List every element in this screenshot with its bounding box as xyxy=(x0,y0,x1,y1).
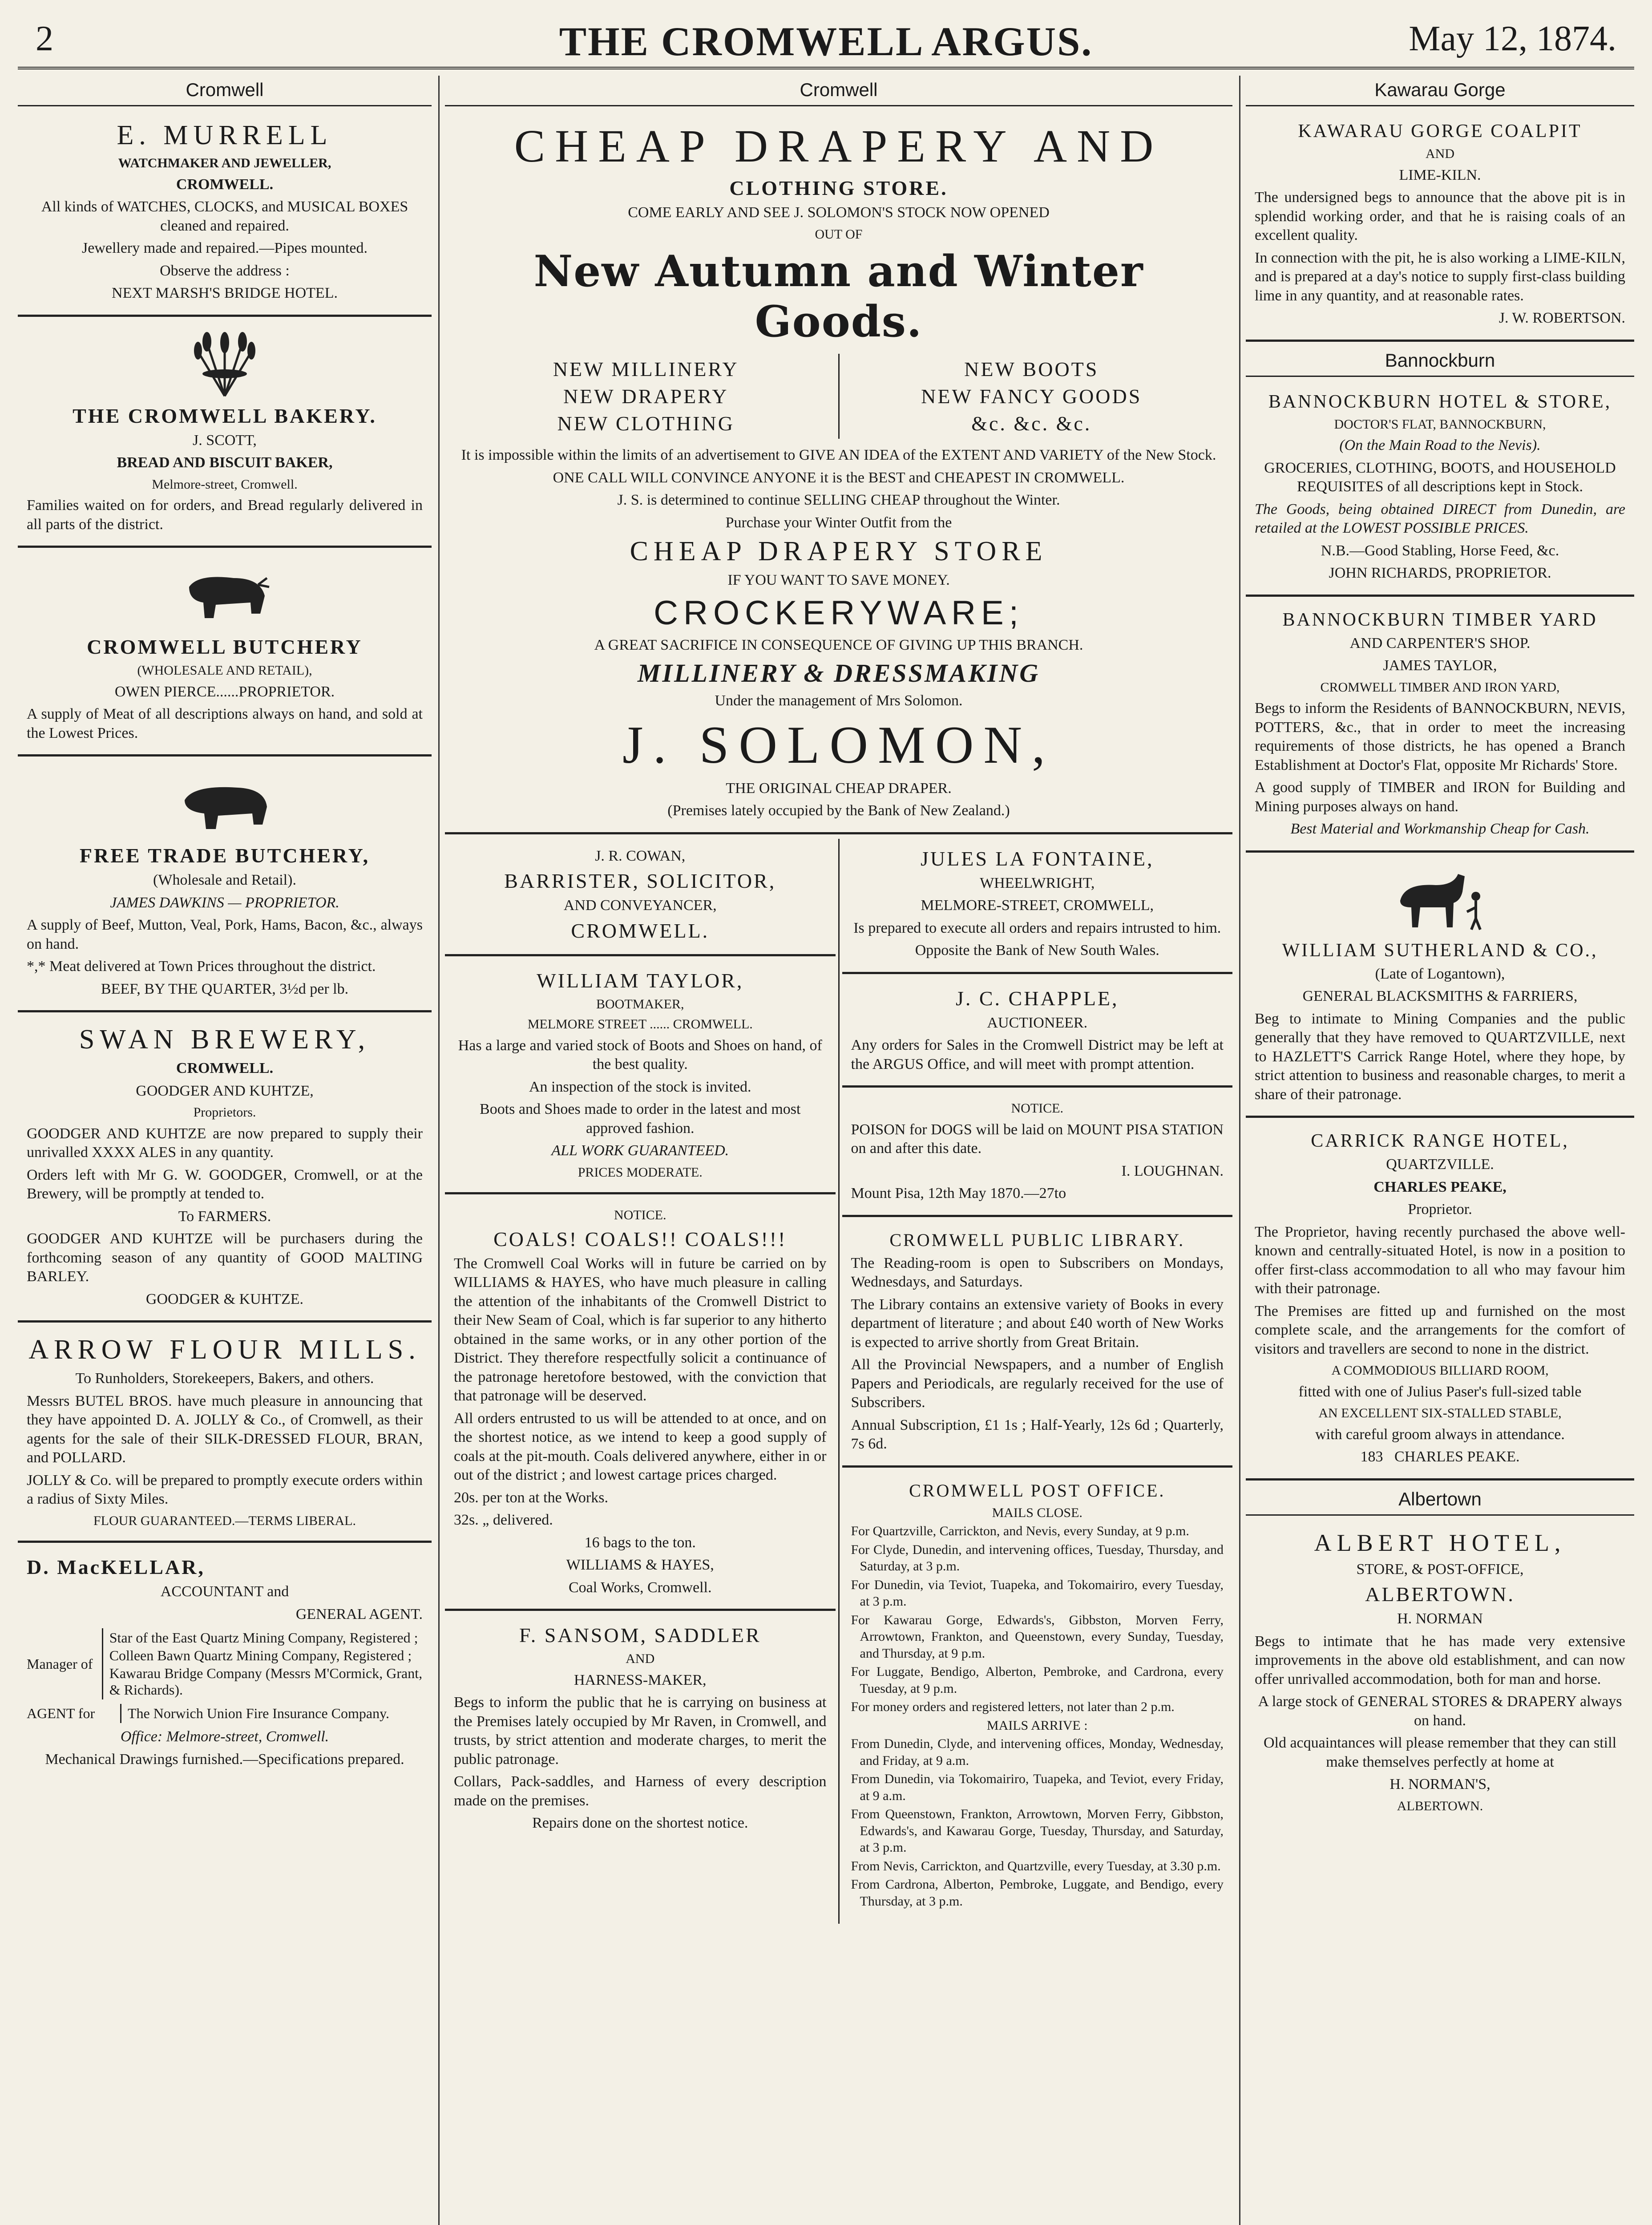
manager-block xyxy=(27,1628,423,1699)
ad-town: ALBERTOWN. xyxy=(1397,1798,1483,1813)
ad-body: All kinds of WATCHES, CLOCKS, and MUSICAL BOXES cleaned and repaired. xyxy=(41,198,408,234)
ad-coals xyxy=(445,1199,836,1611)
ad-title: JULES LA FONTAINE, xyxy=(921,847,1154,870)
ad-body: Beg to intimate to Mining Companies and the public generally that they have removed to QUARTZVILLE, next to HAZLETT'S Carrick Range Hotel, where they hope, by strict attention to business and reasonable charges, to merit a share of their patronage. xyxy=(1255,1010,1625,1103)
ad-notice: NOTICE. xyxy=(1011,1101,1063,1116)
ad-merchant-name: J. SOLOMON, xyxy=(622,715,1055,774)
ad-body: A good supply of TIMBER and IRON for Building and Mining purposes always on hand. xyxy=(1255,779,1625,815)
ad-body: The Premises are fitted up and furnished on the most complete scale, and the arrangements for the comfort of visitors and travellers are second to none in the district. xyxy=(1255,1303,1625,1357)
ad-footer: Best Material and Workmanship Cheap for Cash. xyxy=(1290,821,1590,837)
ad-address: Opposite the Bank of New South Wales. xyxy=(915,942,1159,959)
ad-owner: JAMES TAYLOR, xyxy=(1383,657,1497,674)
wheat-sheaf-icon xyxy=(171,329,278,400)
ad-body: The Goods, being obtained DIRECT from Dunedin, are retailed at the LOWEST POSSIBLE PRICES. xyxy=(1255,501,1625,536)
ad-mackellar xyxy=(18,1547,432,1780)
ad-body: Repairs done on the shortest notice. xyxy=(532,1815,748,1831)
ad-headline: MILLINERY & DRESSMAKING xyxy=(637,659,1040,688)
ox-icon xyxy=(171,560,278,631)
newspaper-title: THE CROMWELL ARGUS. xyxy=(559,19,1093,64)
masthead xyxy=(18,13,1634,69)
ad-owner: CHARLES PEAKE, xyxy=(1373,1178,1507,1195)
list-item: NEW MILLINERY xyxy=(553,358,739,380)
ad-body: A GREAT SACRIFICE IN CONSEQUENCE OF GIVING UP THIS BRANCH. xyxy=(594,636,1083,653)
ad-subtitle: AUCTIONEER. xyxy=(987,1014,1088,1031)
ad-body: Begs to inform the Residents of BANNOCKBURN, NEVIS, POTTERS, &c., that in order to meet the increasing requirements of those districts, he has opened a Branch Establishment at Doctor's Flat, opposite Mr Richards' Store. xyxy=(1255,700,1625,773)
ad-body: A large stock of GENERAL STORES & DRAPERY always on hand. xyxy=(1258,1693,1622,1729)
ad-address: DOCTOR'S FLAT, BANNOCKBURN, xyxy=(1334,417,1546,432)
ad-kawarau-coalpit xyxy=(1246,113,1634,342)
ad-body: An inspection of the stock is invited. xyxy=(529,1078,751,1095)
ad-body: The Proprietor, having recently purchased the above well-known and centrally-situated Hotel, is now in a position to offer first-class accommodation to all who may favour him with their patronage. xyxy=(1255,1223,1625,1297)
ad-address: MELMORE STREET ...... CROMWELL. xyxy=(527,1017,753,1032)
ad-owner: GOODGER AND KUHTZE, xyxy=(136,1082,314,1099)
list-item: Kawarau Bridge Company (Messrs M'Cormick, Grant, & Richards). xyxy=(109,1665,423,1698)
ad-body: The Library contains an extensive variety of Books in every department of literature ; and about £40 worth of New Works is expected to arrive shortly from Great Britain. xyxy=(851,1296,1224,1351)
list-item: NEW DRAPERY xyxy=(563,385,729,408)
list-item: Star of the East Quartz Mining Company, Registered ; xyxy=(109,1630,418,1646)
ad-body: fitted with one of Julius Paser's full-sized table xyxy=(1298,1383,1582,1400)
ad-body: Jewellery made and repaired.—Pipes mounted. xyxy=(81,240,368,256)
stock-list xyxy=(454,354,1224,439)
ad-body: Is prepared to execute all orders and repairs intrusted to him. xyxy=(853,919,1221,936)
ad-signature: JOHN RICHARDS, PROPRIETOR. xyxy=(1329,565,1551,581)
section-heading: Kawarau Gorge xyxy=(1246,76,1634,106)
section-heading: Cromwell xyxy=(445,76,1232,106)
column-center xyxy=(445,76,1232,2225)
ad-body: ALL WORK GUARANTEED. xyxy=(551,1142,729,1159)
ad-signature: WILLIAMS & HAYES, xyxy=(566,1557,714,1573)
ad-sansom xyxy=(445,1615,836,1845)
ad-body: JOLLY & Co. will be prepared to promptly execute orders within a radius of Sixty Miles. xyxy=(27,1472,423,1507)
ad-poison xyxy=(842,1092,1233,1217)
ad-subtitle: AND CONVEYANCER, xyxy=(563,897,717,914)
ad-body: Families waited on for orders, and Bread regularly delivered in all parts of the district. xyxy=(27,497,423,533)
ad-body: Old acquaintances will please remember that they can still make themselves perfectly at home at xyxy=(1263,1735,1617,1770)
ad-body: Boots and Shoes made to order in the latest and most approved fashion. xyxy=(480,1101,801,1137)
ad-title: J. C. CHAPPLE, xyxy=(955,987,1119,1010)
ad-subhead: MAILS CLOSE. xyxy=(992,1505,1082,1520)
ad-subtitle: AND CARPENTER'S SHOP. xyxy=(1349,635,1531,651)
ad-subtitle: GENERAL BLACKSMITHS & FARRIERS, xyxy=(1302,988,1578,1004)
ad-body: Observe the address : xyxy=(160,262,290,279)
column-rule xyxy=(1239,76,1240,2225)
ad-bannockburn-hotel xyxy=(1246,383,1634,597)
ad-william-taylor xyxy=(445,961,836,1195)
ad-address: Melmore-street, Cromwell. xyxy=(152,477,298,492)
list-item: Colleen Bawn Quartz Mining Company, Registered ; xyxy=(109,1647,412,1663)
ad-address: NEXT MARSH'S BRIDGE HOTEL. xyxy=(112,285,338,301)
ad-title: FREE TRADE BUTCHERY, xyxy=(79,844,370,867)
ad-price: 20s. per ton at the Works. xyxy=(454,1489,608,1506)
ad-swan-brewery xyxy=(18,1017,432,1323)
ad-town: ALBERTOWN. xyxy=(1365,1583,1515,1606)
ad-cromwell-butchery xyxy=(18,552,432,756)
ad-chapple xyxy=(842,979,1233,1088)
ad-title: ARROW FLOUR MILLS. xyxy=(28,1335,421,1365)
bull-icon xyxy=(171,769,278,840)
ad-body: COME EARLY AND SEE J. SOLOMON'S STOCK NOW OPENED xyxy=(628,204,1050,221)
ad-body: A COMMODIOUS BILLIARD ROOM, xyxy=(1331,1363,1549,1378)
ad-subtitle: CROMWELL TIMBER AND IRON YARD, xyxy=(1320,680,1560,695)
list-item: For Kawarau Gorge, Edwards's, Gibbston, Morven Ferry, Arrowtown, Frankton, and Queenstown, every Sunday, Tuesday, and Thursday, at 9 p.m. xyxy=(851,1612,1224,1661)
ad-sutherland xyxy=(1246,857,1634,1118)
list-item: NEW FANCY GOODS xyxy=(921,385,1142,408)
list-item: From Cardrona, Alberton, Pembroke, Luggate, and Bendigo, every Thursday, at 3 p.m. xyxy=(851,1877,1224,1909)
ad-subtitle: HARNESS-MAKER, xyxy=(574,1671,707,1688)
section-heading: Albertown xyxy=(1246,1485,1634,1516)
ad-subtitle: AND xyxy=(1426,146,1454,161)
ad-title: THE CROMWELL BAKERY. xyxy=(73,404,377,427)
ad-subtitle: BREAD AND BISCUIT BAKER, xyxy=(117,454,333,471)
ad-headline: CHEAP DRAPERY STORE xyxy=(630,536,1048,566)
ad-signature: CHARLES PEAKE. xyxy=(1394,1448,1520,1465)
ad-signature: H. NORMAN'S, xyxy=(1389,1776,1490,1792)
ad-body: Begs to intimate that he has made very extensive improvements in the above old establishment, and can now offer unrivalled accommodation, both for man and horse. xyxy=(1255,1633,1625,1687)
ad-body: All orders entrusted to us will be attended to at once, and on the shortest notice, as we intend to keep a good supply of coals at the pit-mouth. Coals delivered anywhere, either in or out of the district ; and lowest cartage prices charged. xyxy=(454,1410,827,1483)
ad-town: CROMWELL. xyxy=(176,1060,274,1076)
ad-body: Annual Subscription, £1 1s ; Half-Yearly, 12s 6d ; Quarterly, 7s 6d. xyxy=(851,1416,1224,1452)
section-heading: Bannockburn xyxy=(1246,346,1634,377)
ad-footer: FLOUR GUARANTEED.—TERMS LIBERAL. xyxy=(93,1513,356,1528)
manager-list xyxy=(102,1628,423,1699)
list-item: NEW BOOTS xyxy=(964,358,1099,380)
ad-solomon xyxy=(445,113,1232,834)
ad-body: J. S. is determined to continue SELLING CHEAP throughout the Winter. xyxy=(617,492,1060,508)
ad-subtitle: GENERAL AGENT. xyxy=(295,1606,423,1622)
ad-subtitle: To Runholders, Storekeepers, Bakers, and others. xyxy=(75,1370,374,1387)
list-item: For Quartzville, Carrickton, and Nevis, every Sunday, at 9 p.m. xyxy=(851,1524,1189,1538)
ad-library xyxy=(842,1222,1233,1468)
list-item: &c. &c. &c. xyxy=(971,412,1092,435)
ad-murrell xyxy=(18,113,432,317)
ad-body: GOODGER AND KUHTZE will be purchasers during the forthcoming season of any quantity of GOOD MALTING BARLEY. xyxy=(27,1230,423,1285)
ad-body: N.B.—Good Stabling, Horse Feed, &c. xyxy=(1321,542,1559,559)
ad-number: 183 xyxy=(1360,1448,1383,1465)
ad-bannockburn-timber xyxy=(1246,601,1634,853)
ad-subtitle: AND xyxy=(626,1651,655,1666)
ad-town: CROMWELL. xyxy=(571,919,710,942)
ad-title: ALBERT HOTEL, xyxy=(1314,1529,1566,1556)
ad-body: Purchase your Winter Outfit from the xyxy=(725,514,952,531)
ad-body: A supply of Beef, Mutton, Veal, Pork, Hams, Bacon, &c., always on hand. xyxy=(27,917,423,952)
ad-body: Begs to inform the public that he is carrying on business at the Premises lately occupied by Mr Raven, in Cromwell, and trusts, by strict attention and moderate charges, to merit the public patronage. xyxy=(454,1694,827,1768)
ad-body: GROCERIES, CLOTHING, BOOTS, and HOUSEHOLD REQUISITES of all descriptions kept in Stock. xyxy=(1264,459,1616,495)
ad-headline: New Autumn and Winter Goods. xyxy=(533,246,1144,347)
ad-title: WILLIAM TAYLOR, xyxy=(537,969,744,992)
list-item: From Nevis, Carrickton, and Quartzville, every Tuesday, at 3.30 p.m. xyxy=(851,1858,1221,1873)
ad-body: The undersigned begs to announce that the above pit is in splendid working order, and that he is raising coals of an excellent quality. xyxy=(1255,189,1625,243)
ad-body: Collars, Pack-saddles, and Harness of every description made on the premises. xyxy=(454,1773,827,1809)
ad-title: D. MacKELLAR, xyxy=(27,1556,205,1578)
ad-post-office xyxy=(842,1472,1233,1920)
ad-subtitle: Proprietors. xyxy=(193,1105,256,1120)
ad-title: CHEAP DRAPERY AND xyxy=(514,121,1163,172)
ad-subtitle: Proprietor. xyxy=(1408,1201,1472,1218)
ad-body: POISON for DOGS will be laid on MOUNT PISA STATION on and after this date. xyxy=(851,1121,1224,1157)
ad-la-fontaine xyxy=(842,839,1233,974)
ad-albert-hotel xyxy=(1246,1522,1634,1826)
section-heading: Cromwell xyxy=(18,76,432,106)
ad-signature: J. W. ROBERTSON. xyxy=(1499,310,1625,326)
ad-title: CARRICK RANGE HOTEL, xyxy=(1311,1131,1569,1151)
list-item: From Dunedin, Clyde, and intervening offices, Monday, Wednesday, and Friday, at 9 a.m. xyxy=(851,1736,1224,1768)
ad-footer: PRICES MODERATE. xyxy=(578,1165,703,1180)
ad-title: WILLIAM SUTHERLAND & CO., xyxy=(1282,940,1598,961)
column-left xyxy=(18,76,432,2225)
ad-headline: CROCKERYWARE; xyxy=(654,594,1024,632)
ad-bakery xyxy=(18,321,432,548)
page-number: 2 xyxy=(36,19,53,58)
ad-owner: J. SCOTT, xyxy=(193,432,257,449)
ad-arrow-flour-mills xyxy=(18,1327,432,1543)
list-item: For Clyde, Dunedin, and intervening offices, Tuesday, Thursday, and Saturday, at 3 p.m. xyxy=(851,1542,1224,1574)
ad-title: E. MURRELL xyxy=(117,120,333,150)
ad-town: QUARTZVILLE. xyxy=(1386,1156,1494,1173)
ad-title: BANNOCKBURN HOTEL & STORE, xyxy=(1268,391,1612,412)
agent-block xyxy=(27,1704,423,1723)
ad-owner: JAMES DAWKINS — PROPRIETOR. xyxy=(110,894,339,911)
ad-body: OUT OF xyxy=(815,227,863,242)
agent-label: AGENT for xyxy=(27,1705,95,1721)
ad-body: In connection with the pit, he is also working a LIME-KILN, and is prepared at a day's notice to supply first-class building lime in any quantity, and at reasonable rates. xyxy=(1255,249,1625,304)
ad-title: CROMWELL BUTCHERY xyxy=(87,635,363,658)
ad-subtitle: STORE, & POST-OFFICE, xyxy=(1356,1561,1524,1578)
ad-body: GOODGER AND KUHTZE are now prepared to supply their unrivalled XXXX ALES in any quantity. xyxy=(27,1125,423,1161)
ad-title: F. SANSOM, SADDLER xyxy=(519,1624,761,1646)
ad-subtitle: BOOTMAKER, xyxy=(596,996,684,1011)
ad-body: IF YOU WANT TO SAVE MONEY. xyxy=(727,572,950,588)
newspaper-page xyxy=(18,13,1634,2225)
column-right xyxy=(1246,76,1634,2225)
ad-body: The Cromwell Coal Works will in future be carried on by WILLIAMS & HAYES, who have much pleasure in calling the attention of the inhabitants of the Cromwell District to their New Seam of Coal, which is far superior to any hitherto obtained in the same works, or in any other portion of the District. They therefore respectfully solicit a continuance of the patronage heretofore bestowed, with the conviction that that patronage will be deserved. xyxy=(454,1255,827,1404)
ad-price: 32s. „ delivered. xyxy=(454,1512,553,1528)
ad-body: It is impossible within the limits of an advertisement to GIVE AN IDEA of the EXTENT AND VARIETY of the New Stock. xyxy=(461,447,1216,463)
ad-body: Any orders for Sales in the Cromwell District may be left at the ARGUS Office, and will meet with prompt attention. xyxy=(851,1037,1224,1072)
ad-body: ONE CALL WILL CONVINCE ANYONE it is the BEST and CHEAPEST IN CROMWELL. xyxy=(553,469,1125,486)
ad-subtitle: (Late of Logantown), xyxy=(1375,965,1505,982)
list-item: For Luggate, Bendigo, Alberton, Pembroke, and Cardrona, every Tuesday, at 9 p.m. xyxy=(851,1664,1224,1696)
horse-and-farrier-icon xyxy=(1387,865,1494,936)
ad-body: (Premises lately occupied by the Bank of New Zealand.) xyxy=(667,802,1010,819)
ad-body: 16 bags to the ton. xyxy=(584,1534,696,1551)
ad-address: MELMORE-STREET, CROMWELL, xyxy=(921,897,1154,914)
ad-title: CROMWELL POST OFFICE. xyxy=(909,1480,1166,1501)
manager-label: Manager of xyxy=(27,1655,93,1672)
ad-free-trade-butchery xyxy=(18,761,432,1012)
issue-date: May 12, 1874. xyxy=(1409,19,1616,58)
ad-footer: Coal Works, Cromwell. xyxy=(568,1579,712,1596)
ad-owner: J. R. COWAN, xyxy=(595,847,686,864)
list-item: For money orders and registered letters, not later than 2 p.m. xyxy=(851,1699,1175,1714)
ad-subtitle: (WHOLESALE AND RETAIL), xyxy=(137,663,312,678)
ad-address: Office: Melmore-street, Cromwell. xyxy=(120,1728,329,1745)
ad-body: The Reading-room is open to Subscribers on Mondays, Wednesdays, and Saturdays. xyxy=(851,1254,1224,1290)
column-rule xyxy=(438,76,440,2225)
ad-subtitle: (On the Main Road to the Nevis). xyxy=(1339,437,1541,453)
ad-body: THE ORIGINAL CHEAP DRAPER. xyxy=(726,780,952,797)
ad-body: Under the management of Mrs Solomon. xyxy=(715,692,963,709)
ad-body: Has a large and varied stock of Boots and Shoes on hand, of the best quality. xyxy=(458,1037,822,1072)
ad-town: CROMWELL. xyxy=(176,176,274,193)
ad-body: with careful groom always in attendance. xyxy=(1315,1426,1565,1443)
ad-subhead: To FARMERS. xyxy=(178,1208,271,1225)
list-item: The Norwich Union Fire Insurance Company. xyxy=(128,1705,389,1721)
list-item: From Dunedin, via Tokomairiro, Tuapeka, and Teviot, every Friday, at 9 a.m. xyxy=(851,1772,1224,1803)
ad-cowan xyxy=(445,839,836,956)
center-lower-split xyxy=(445,839,1232,1924)
list-item: For Dunedin, via Teviot, Tuapeka, and Tokomairiro, every Tuesday, at 3 p.m. xyxy=(851,1577,1224,1609)
ad-subtitle: ACCOUNTANT and xyxy=(160,1583,289,1600)
ad-subtitle: WATCHMAKER AND JEWELLER, xyxy=(118,156,331,170)
ad-owner: OWEN PIERCE......PROPRIETOR. xyxy=(114,683,335,700)
ad-subtitle: CLOTHING STORE. xyxy=(729,177,948,199)
ad-notice: NOTICE. xyxy=(614,1208,666,1222)
ad-carrick-range-hotel xyxy=(1246,1122,1634,1481)
list-item: NEW CLOTHING xyxy=(557,412,735,435)
ad-owner: H. NORMAN xyxy=(1397,1610,1483,1627)
ad-title: BARRISTER, SOLICITOR, xyxy=(504,870,776,892)
ad-subtitle: LIME-KILN. xyxy=(1399,166,1481,183)
ad-body: All the Provincial Newspapers, and a number of English Papers and Periodicals, are regularly received for the use of Subscribers. xyxy=(851,1356,1224,1411)
ad-body: A supply of Meat of all descriptions always on hand, and sold at the Lowest Prices. xyxy=(27,706,423,741)
ad-title: SWAN BREWERY, xyxy=(79,1024,371,1055)
ad-title: COALS! COALS!! COALS!!! xyxy=(493,1227,787,1250)
ad-title: KAWARAU GORGE COALPIT xyxy=(1298,121,1582,142)
ad-title: BANNOCKBURN TIMBER YARD xyxy=(1282,609,1598,630)
ad-date: Mount Pisa, 12th May 1870.—27to xyxy=(851,1185,1066,1202)
ad-body: *,* Meat delivered at Town Prices throughout the district. xyxy=(27,958,376,975)
ad-body: Messrs BUTEL BROS. have much pleasure in announcing that they have appointed D. A. JOLLY & Co., of Cromwell, as their agents for the sale of their SILK-DRESSED FLOUR, BRAN, and POLLARD. xyxy=(27,1392,423,1466)
ad-body: Orders left with Mr G. W. GOODGER, Cromwell, or at the Brewery, will be promptly at tended to. xyxy=(27,1166,423,1202)
ad-subtitle: (Wholesale and Retail). xyxy=(153,872,296,888)
ad-title: CROMWELL PUBLIC LIBRARY. xyxy=(889,1230,1185,1250)
list-item: From Queenstown, Frankton, Arrowtown, Morven Ferry, Gibbston, Edwards's, and Kawarau Gorge, Tuesday, Thursday, and Saturday, at 3 p.m. xyxy=(851,1807,1224,1855)
ad-signature: GOODGER & KUHTZE. xyxy=(145,1290,304,1307)
ad-price: BEEF, BY THE QUARTER, 3½d per lb. xyxy=(101,980,349,997)
ad-subhead: MAILS ARRIVE : xyxy=(986,1718,1088,1733)
ad-body: Mechanical Drawings furnished.—Specifications prepared. xyxy=(45,1751,404,1768)
ad-subtitle: WHEELWRIGHT, xyxy=(980,874,1095,891)
ad-signature: I. LOUGHNAN. xyxy=(1121,1162,1224,1179)
ad-body: AN EXCELLENT SIX-STALLED STABLE, xyxy=(1318,1406,1562,1420)
